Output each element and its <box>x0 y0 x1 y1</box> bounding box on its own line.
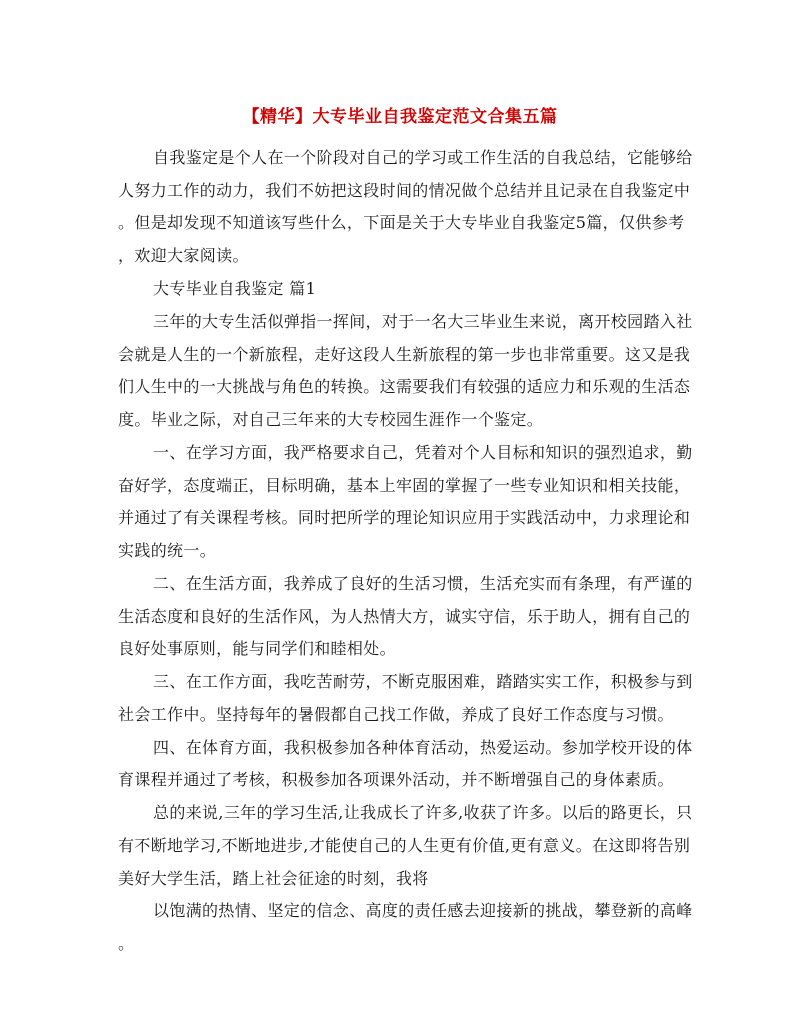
paragraph-line: 二、在生活方面，我养成了良好的生活习惯，生活充实而有条理，有严谨的 <box>153 574 693 593</box>
paragraph-line: 们人生中的一大挑战与角色的转换。这需要我们有较强的适应力和乐观的生活态 <box>118 377 691 396</box>
paragraph-line: 四、在体育方面，我积极参加各种体育活动，热爱运动。参加学校开设的体 <box>153 738 693 757</box>
paragraph-line: 。但是却发现不知道该写些什么，下面是关于大专毕业自我鉴定5篇，仅供参考 <box>118 213 685 232</box>
paragraph-line: 社会工作中。坚持每年的暑假都自己找工作做，养成了良好工作态度与习惯。 <box>118 705 674 724</box>
paragraph-line: 自我鉴定是个人在一个阶段对自己的学习或工作生活的自我总结，它能够给 <box>153 148 693 167</box>
paragraph-line: 三、在工作方面，我吃苦耐劳，不断克服困难，踏踏实实工作，积极参与到 <box>153 672 693 691</box>
paragraph-line: 。 <box>118 934 135 953</box>
paragraph-line: 并通过了有关课程考核。同时把所学的理论知识应用于实践活动中，力求理论和 <box>118 508 691 527</box>
section-heading: 大专毕业自我鉴定 篇1 <box>153 279 317 298</box>
paragraph-line: 三年的大专生活似弹指一挥间，对于一名大三毕业生来说，离开校园踏入社 <box>153 312 693 331</box>
paragraph-line: 奋好学，态度端正，目标明确，基本上牢固的掌握了一些专业知识和相关技能， <box>118 476 691 495</box>
paragraph-line: 育课程并通过了考核，积极参加各项课外活动，并不断增强自己的身体素质。 <box>118 770 674 789</box>
paragraph-line: 以饱满的热情、坚定的信念、高度的责任感去迎接新的挑战，攀登新的高峰 <box>153 901 693 920</box>
paragraph-line: 人努力工作的动力，我们不妨把这段时间的情况做个总结并且记录在自我鉴定中 <box>118 181 691 200</box>
paragraph-line: 会就是人生的一个新旅程，走好这段人生新旅程的第一步也非常重要。这又是我 <box>118 345 691 364</box>
document-title: 【精华】大专毕业自我鉴定范文合集五篇 <box>242 107 558 127</box>
paragraph-line: 总的来说,三年的学习生活,让我成长了许多,收获了许多。以后的路更长，只 <box>153 803 693 822</box>
paragraph-line: 美好大学生活，踏上社会征途的时刻，我将 <box>118 869 429 888</box>
paragraph-line: 生活态度和良好的生活作风，为人热情大方，诚实守信，乐于助人，拥有自己的 <box>118 607 691 626</box>
paragraph-line: ，欢迎大家阅读。 <box>118 246 249 265</box>
paragraph-line: 良好处事原则，能与同学们和睦相处。 <box>118 639 396 658</box>
paragraph-line: 实践的统一。 <box>118 541 217 560</box>
paragraph-line: 一、在学习方面，我严格要求自己，凭着对个人目标和知识的强烈追求，勤 <box>153 443 693 462</box>
paragraph-line: 度。毕业之际，对自己三年来的大专校园生涯作一个鉴定。 <box>118 410 544 429</box>
paragraph-line: 有不断地学习,不断地进步,才能使自己的人生更有价值,更有意义。在这即将告别 <box>118 836 691 855</box>
